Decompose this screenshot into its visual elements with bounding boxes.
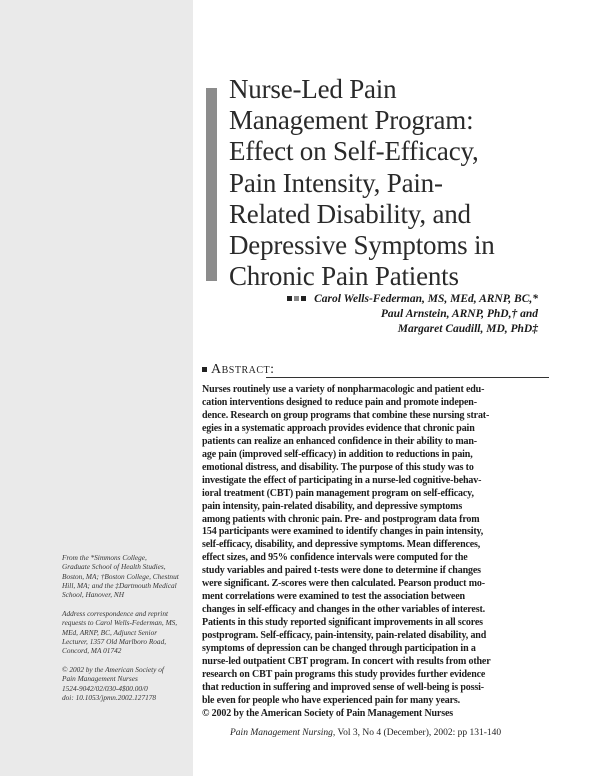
abstract-line: egies in a systematic approach provides evidence that chronic pain <box>202 422 475 434</box>
abstract-line: symptoms of depression can be changed through participation in a <box>202 643 476 655</box>
note-line: doi: 10.1053/jpmn.2002.127178 <box>62 692 157 702</box>
abstract-line: age pain (improved self-efficacy) in addition to reductions in pain, <box>202 448 473 460</box>
abstract-line: among patients with chronic pain. Pre- and postprogram data from <box>202 513 480 525</box>
note-line: Lecturer, 1357 Old Marlboro Road, <box>62 636 167 646</box>
note-line: requests to Carol Wells-Federman, MS, <box>62 618 178 628</box>
note-line: Concord, MA 01742 <box>62 646 122 656</box>
title-line: Chronic Pain Patients <box>229 261 459 292</box>
affiliations-note <box>62 553 190 599</box>
note-line: Graduate School of Health Studies, <box>62 562 166 572</box>
abstract-divider <box>266 377 549 378</box>
note-line: © 2002 by the American Society of <box>62 665 164 674</box>
note-line: From the *Simmons College, <box>62 553 147 562</box>
copyright-note <box>62 665 190 702</box>
abstract-heading-text: Abstract: <box>211 362 275 377</box>
bullet-squares-icon <box>287 291 308 306</box>
title-line: Nurse-Led Pain <box>229 74 397 104</box>
abstract-line: Patients in this study reported significant improvements in all scores <box>202 617 483 629</box>
abstract-line: 154 participants were examined to identify changes in pain intensity, <box>202 526 484 538</box>
title-line: Effect on Self-Efficacy, <box>229 136 479 167</box>
title-accent-bar <box>206 88 217 281</box>
abstract-line: dence. Research on group programs that combine these nursing strat- <box>202 409 490 421</box>
journal-name: Pain Management Nursing, <box>230 728 336 738</box>
title-line: Management Program: <box>229 105 474 136</box>
correspondence-note <box>62 609 190 655</box>
article-title <box>229 74 559 292</box>
note-line: MEd, ARNP, BC, Adjunct Senior <box>62 627 158 637</box>
abstract-line: self-efficacy, disability, and depressive symptoms. Mean differences, <box>202 539 481 551</box>
abstract-line: patients can realize an enhanced confidence in their ability to man- <box>202 435 477 447</box>
page-footer <box>230 728 501 738</box>
abstract-line: cation interventions designed to reduce pain and promote indepen- <box>202 396 477 408</box>
abstract-line: emotional distress, and disability. The purpose of this study was to <box>202 461 474 473</box>
abstract-line: nurse-led outpatient CBT program. In concert with results from other <box>202 656 491 668</box>
abstract-heading <box>202 362 275 378</box>
note-line: Pain Management Nurses <box>62 674 138 684</box>
author-name: Margaret Caudill, MD, PhD‡ <box>397 323 538 335</box>
abstract-line: postprogram. Self-efficacy, pain-intensity, pain-related disability, and <box>202 630 487 642</box>
abstract-line: were significant. Z-scores were then calculated. Pearson product mo- <box>202 578 485 590</box>
abstract-line: that reduction in suffering and improved sense of well-being is possi- <box>202 681 484 693</box>
note-line: Hill, MA; and the ‡Dartmouth Medical <box>62 580 177 590</box>
abstract-line: study variables and paired t-tests were done to determine if changes <box>202 565 481 577</box>
note-line: Address correspondence and reprint <box>62 609 168 618</box>
abstract-line: research on CBT pain programs this study provides further evidence <box>202 668 486 680</box>
author-name: Carol Wells-Federman, MS, MEd, ARNP, BC,* <box>314 293 538 305</box>
author-name: Paul Arnstein, ARNP, PhD,† and <box>380 308 538 320</box>
title-line: Depressive Symptoms in <box>229 230 495 261</box>
abstract-line: effect sizes, and 95% confidence intervals were computed for the <box>202 552 468 564</box>
abstract-line: ment correlations were examined to test the association between <box>202 591 465 603</box>
bullet-square-icon <box>202 367 207 372</box>
abstract-line: pain intensity, pain-related disability, and depressive symptoms <box>202 500 463 512</box>
abstract-line: investigate the effect of participating in a nurse-led cognitive-behav- <box>202 474 482 486</box>
abstract-line: changes in self-efficacy and changes in the other variables of interest. <box>202 604 485 616</box>
note-line: Boston, MA; †Boston College, Chestnut <box>62 571 179 581</box>
citation-details: Vol 3, No 4 (December), 2002: pp 131-140 <box>337 728 502 738</box>
author-list <box>198 291 538 337</box>
abstract-body <box>202 384 549 721</box>
title-line: Pain Intensity, Pain- <box>229 167 443 198</box>
note-line: School, Hanover, NH <box>62 590 125 600</box>
abstract-line: Nurses routinely use a variety of nonpharmacologic and patient edu- <box>202 384 485 395</box>
abstract-line: ble even for people who have experienced pain for many years. <box>202 694 460 706</box>
note-line: 1524-9042/02/030-4$00.00/0 <box>62 683 148 693</box>
abstract-line: © 2002 by the American Society of Pain Management Nurses <box>202 707 453 719</box>
author-line <box>198 291 538 307</box>
abstract-line: ioral treatment (CBT) pain management program on self-efficacy, <box>202 487 474 499</box>
title-line: Related Disability, and <box>229 198 471 229</box>
sidebar-panel <box>0 0 193 776</box>
